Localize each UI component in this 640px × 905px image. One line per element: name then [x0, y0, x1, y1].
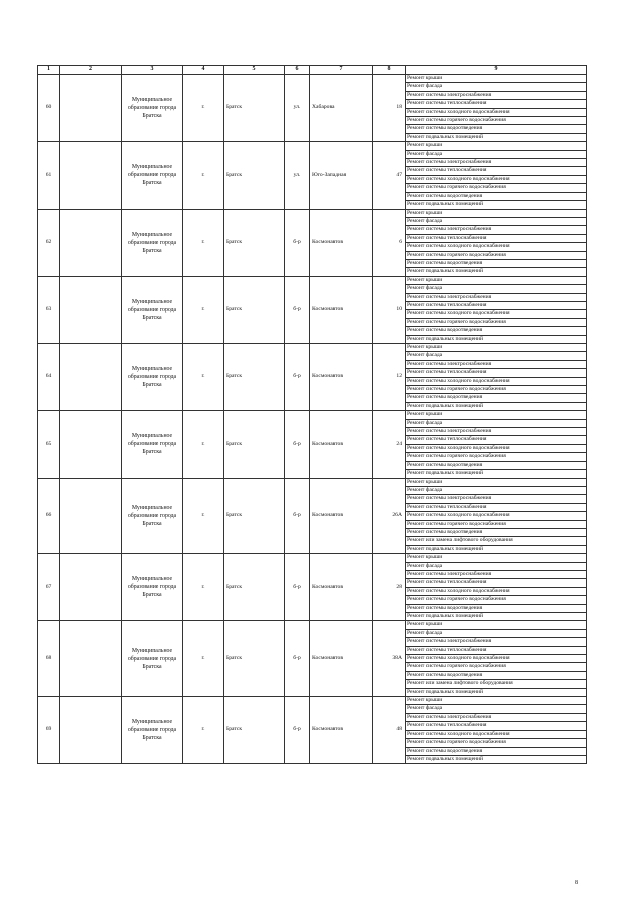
work-type-cell: Ремонт системы электроснабжения: [406, 226, 587, 234]
work-type-cell: Ремонт крыши: [406, 142, 587, 150]
locality-type-cell: г.: [183, 142, 224, 209]
street-cell: Космонавтов: [310, 554, 373, 621]
street-type-cell: б-р: [285, 344, 310, 411]
work-type-cell: Ремонт системы электроснабжения: [406, 91, 587, 99]
house-cell: 18: [373, 75, 406, 142]
work-type-cell: Ремонт системы холодного водоснабжения: [406, 175, 587, 183]
work-type-cell: Ремонт подвальных помещений: [406, 402, 587, 410]
house-cell: 47: [373, 142, 406, 209]
locality-type-cell: г.: [183, 75, 224, 142]
street-type-cell: б-р: [285, 209, 310, 276]
work-type-cell: Ремонт системы горячего водоснабжения: [406, 318, 587, 326]
work-type-cell: Ремонт подвальных помещений: [406, 470, 587, 478]
city-cell: Братск: [224, 344, 285, 411]
organization-cell: Муниципальное образование города Братска: [122, 621, 183, 697]
empty-cell: [60, 554, 122, 621]
work-type-cell: Ремонт системы холодного водоснабжения: [406, 587, 587, 595]
city-cell: Братск: [224, 621, 285, 697]
empty-cell: [60, 209, 122, 276]
num-cell: 61: [38, 142, 60, 209]
work-type-cell: Ремонт фасада: [406, 150, 587, 158]
num-cell: 67: [38, 554, 60, 621]
street-type-cell: б-р: [285, 478, 310, 554]
street-cell: Космонавтов: [310, 344, 373, 411]
work-type-cell: Ремонт системы холодного водоснабжения: [406, 310, 587, 318]
work-type-cell: Ремонт системы горячего водоснабжения: [406, 386, 587, 394]
table-row: [38, 697, 587, 705]
work-type-cell: Ремонт или замена лифтового оборудования: [406, 537, 587, 545]
organization-cell: Муниципальное образование города Братска: [122, 75, 183, 142]
city-cell: Братск: [224, 554, 285, 621]
work-type-cell: Ремонт подвальных помещений: [406, 545, 587, 553]
page-number: 8: [575, 880, 578, 886]
street-cell: Юго-Западная: [310, 142, 373, 209]
num-cell: 66: [38, 478, 60, 554]
street-cell: Космонавтов: [310, 209, 373, 276]
work-type-cell: Ремонт системы холодного водоснабжения: [406, 377, 587, 385]
street-type-cell: б-р: [285, 276, 310, 343]
table-row: [38, 344, 587, 352]
street-type-cell: ул.: [285, 142, 310, 209]
work-type-cell: Ремонт фасада: [406, 562, 587, 570]
repair-program-table: [37, 65, 587, 764]
work-type-cell: Ремонт фасада: [406, 285, 587, 293]
house-cell: 12: [373, 344, 406, 411]
work-type-cell: Ремонт системы холодного водоснабжения: [406, 512, 587, 520]
city-cell: Братск: [224, 411, 285, 478]
locality-type-cell: г.: [183, 344, 224, 411]
header-cell: 8: [373, 66, 406, 75]
header-cell: 1: [38, 66, 60, 75]
table-row: [38, 142, 587, 150]
table-row: [38, 411, 587, 419]
empty-cell: [60, 75, 122, 142]
street-type-cell: б-р: [285, 554, 310, 621]
street-cell: Космонавтов: [310, 621, 373, 697]
work-type-cell: Ремонт системы водоотведения: [406, 747, 587, 755]
work-type-cell: Ремонт или замена лифтового оборудования: [406, 680, 587, 688]
num-cell: 64: [38, 344, 60, 411]
street-cell: Космонавтов: [310, 411, 373, 478]
empty-cell: [60, 478, 122, 554]
work-type-cell: Ремонт подвальных помещений: [406, 613, 587, 621]
work-type-cell: Ремонт подвальных помещений: [406, 268, 587, 276]
organization-cell: Муниципальное образование города Братска: [122, 478, 183, 554]
work-type-cell: Ремонт системы горячего водоснабжения: [406, 596, 587, 604]
work-type-cell: Ремонт системы электроснабжения: [406, 159, 587, 167]
organization-cell: Муниципальное образование города Братска: [122, 411, 183, 478]
work-type-cell: Ремонт подвальных помещений: [406, 335, 587, 343]
work-type-cell: Ремонт системы электроснабжения: [406, 638, 587, 646]
work-type-cell: Ремонт фасада: [406, 352, 587, 360]
street-cell: Космонавтов: [310, 697, 373, 764]
work-type-cell: Ремонт системы электроснабжения: [406, 293, 587, 301]
work-type-cell: Ремонт фасада: [406, 83, 587, 91]
street-type-cell: б-р: [285, 411, 310, 478]
work-type-cell: Ремонт крыши: [406, 209, 587, 217]
work-type-cell: Ремонт системы водоотведения: [406, 461, 587, 469]
organization-cell: Муниципальное образование города Братска: [122, 276, 183, 343]
street-type-cell: б-р: [285, 621, 310, 697]
work-type-cell: Ремонт фасада: [406, 705, 587, 713]
house-cell: 28: [373, 554, 406, 621]
work-type-cell: Ремонт системы холодного водоснабжения: [406, 444, 587, 452]
work-type-cell: Ремонт системы водоотведения: [406, 192, 587, 200]
work-type-cell: Ремонт подвальных помещений: [406, 688, 587, 696]
work-type-cell: Ремонт системы электроснабжения: [406, 713, 587, 721]
house-cell: 48: [373, 697, 406, 764]
num-cell: 63: [38, 276, 60, 343]
work-type-cell: Ремонт системы холодного водоснабжения: [406, 730, 587, 738]
city-cell: Братск: [224, 478, 285, 554]
work-type-cell: Ремонт системы теплоснабжения: [406, 503, 587, 511]
house-cell: 6: [373, 209, 406, 276]
city-cell: Братск: [224, 142, 285, 209]
work-type-cell: Ремонт системы водоотведения: [406, 604, 587, 612]
work-type-cell: Ремонт подвальных помещений: [406, 133, 587, 141]
city-cell: Братск: [224, 75, 285, 142]
work-type-cell: Ремонт системы теплоснабжения: [406, 234, 587, 242]
work-type-cell: Ремонт крыши: [406, 554, 587, 562]
work-type-cell: Ремонт системы горячего водоснабжения: [406, 739, 587, 747]
street-type-cell: ул.: [285, 75, 310, 142]
organization-cell: Муниципальное образование города Братска: [122, 344, 183, 411]
work-type-cell: Ремонт системы теплоснабжения: [406, 301, 587, 309]
work-type-cell: Ремонт системы теплоснабжения: [406, 722, 587, 730]
organization-cell: Муниципальное образование города Братска: [122, 697, 183, 764]
header-cell: 4: [183, 66, 224, 75]
work-type-cell: Ремонт системы теплоснабжения: [406, 100, 587, 108]
work-type-cell: Ремонт системы водоотведения: [406, 327, 587, 335]
work-type-cell: Ремонт системы холодного водоснабжения: [406, 108, 587, 116]
table-row: [38, 209, 587, 217]
document-table-container: [37, 65, 586, 764]
house-cell: 10: [373, 276, 406, 343]
num-cell: 62: [38, 209, 60, 276]
work-type-cell: Ремонт системы теплоснабжения: [406, 436, 587, 444]
header-cell: 3: [122, 66, 183, 75]
work-type-cell: Ремонт фасада: [406, 217, 587, 225]
work-type-cell: Ремонт системы горячего водоснабжения: [406, 117, 587, 125]
num-cell: 68: [38, 621, 60, 697]
work-type-cell: Ремонт системы горячего водоснабжения: [406, 453, 587, 461]
city-cell: Братск: [224, 276, 285, 343]
street-cell: Хабарова: [310, 75, 373, 142]
empty-cell: [60, 344, 122, 411]
work-type-cell: Ремонт крыши: [406, 411, 587, 419]
work-type-cell: Ремонт системы теплоснабжения: [406, 167, 587, 175]
header-cell: 6: [285, 66, 310, 75]
organization-cell: Муниципальное образование города Братска: [122, 142, 183, 209]
work-type-cell: Ремонт системы водоотведения: [406, 528, 587, 536]
work-type-cell: Ремонт системы горячего водоснабжения: [406, 184, 587, 192]
work-type-cell: Ремонт системы электроснабжения: [406, 360, 587, 368]
organization-cell: Муниципальное образование города Братска: [122, 554, 183, 621]
work-type-cell: Ремонт крыши: [406, 75, 587, 83]
work-type-cell: Ремонт крыши: [406, 344, 587, 352]
empty-cell: [60, 697, 122, 764]
house-cell: 38А: [373, 621, 406, 697]
header-cell: 5: [224, 66, 285, 75]
empty-cell: [60, 276, 122, 343]
header-cell: 9: [406, 66, 587, 75]
locality-type-cell: г.: [183, 411, 224, 478]
work-type-cell: Ремонт системы водоотведения: [406, 259, 587, 267]
work-type-cell: Ремонт системы горячего водоснабжения: [406, 663, 587, 671]
header-cell: 7: [310, 66, 373, 75]
work-type-cell: Ремонт системы водоотведения: [406, 671, 587, 679]
work-type-cell: Ремонт подвальных помещений: [406, 755, 587, 763]
empty-cell: [60, 411, 122, 478]
work-type-cell: Ремонт фасада: [406, 629, 587, 637]
table-row: [38, 276, 587, 284]
work-type-cell: Ремонт системы теплоснабжения: [406, 646, 587, 654]
work-type-cell: Ремонт крыши: [406, 276, 587, 284]
table-row: [38, 75, 587, 83]
work-type-cell: Ремонт системы холодного водоснабжения: [406, 243, 587, 251]
house-cell: 26А: [373, 478, 406, 554]
house-cell: 24: [373, 411, 406, 478]
work-type-cell: Ремонт крыши: [406, 621, 587, 629]
work-type-cell: Ремонт системы водоотведения: [406, 125, 587, 133]
empty-cell: [60, 142, 122, 209]
street-type-cell: б-р: [285, 697, 310, 764]
locality-type-cell: г.: [183, 478, 224, 554]
organization-cell: Муниципальное образование города Братска: [122, 209, 183, 276]
locality-type-cell: г.: [183, 209, 224, 276]
empty-cell: [60, 621, 122, 697]
work-type-cell: Ремонт системы электроснабжения: [406, 570, 587, 578]
num-cell: 69: [38, 697, 60, 764]
table-row: [38, 554, 587, 562]
table-row: [38, 478, 587, 486]
work-type-cell: Ремонт системы холодного водоснабжения: [406, 655, 587, 663]
work-type-cell: Ремонт фасада: [406, 486, 587, 494]
num-cell: 60: [38, 75, 60, 142]
work-type-cell: Ремонт фасада: [406, 419, 587, 427]
work-type-cell: Ремонт крыши: [406, 478, 587, 486]
city-cell: Братск: [224, 209, 285, 276]
header-cell: 2: [60, 66, 122, 75]
work-type-cell: Ремонт системы теплоснабжения: [406, 369, 587, 377]
num-cell: 65: [38, 411, 60, 478]
table-body: [38, 66, 587, 764]
locality-type-cell: г.: [183, 697, 224, 764]
locality-type-cell: г.: [183, 621, 224, 697]
work-type-cell: Ремонт системы теплоснабжения: [406, 579, 587, 587]
work-type-cell: Ремонт системы горячего водоснабжения: [406, 251, 587, 259]
street-cell: Космонавтов: [310, 276, 373, 343]
work-type-cell: Ремонт крыши: [406, 697, 587, 705]
locality-type-cell: г.: [183, 554, 224, 621]
work-type-cell: Ремонт системы электроснабжения: [406, 428, 587, 436]
work-type-cell: Ремонт системы электроснабжения: [406, 495, 587, 503]
locality-type-cell: г.: [183, 276, 224, 343]
street-cell: Космонавтов: [310, 478, 373, 554]
city-cell: Братск: [224, 697, 285, 764]
work-type-cell: Ремонт подвальных помещений: [406, 201, 587, 209]
work-type-cell: Ремонт системы горячего водоснабжения: [406, 520, 587, 528]
table-row: [38, 621, 587, 629]
header-row: [38, 66, 587, 75]
work-type-cell: Ремонт системы водоотведения: [406, 394, 587, 402]
